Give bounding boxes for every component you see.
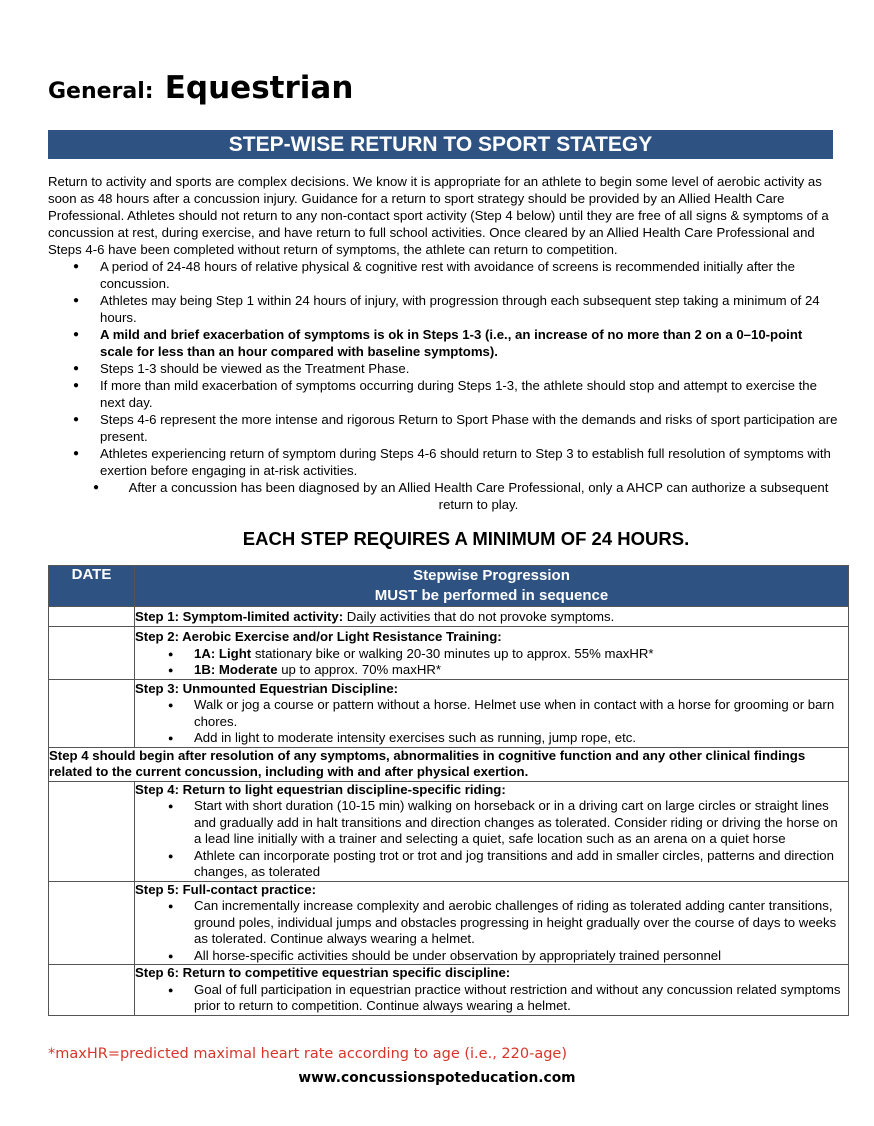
guideline-item: ● Steps 1-3 should be viewed as the Treatment Phase. bbox=[100, 360, 838, 377]
list-item: ● Add in light to moderate intensity exercises such as running, jump rope, etc. bbox=[194, 730, 848, 747]
table-row-step4 bbox=[49, 781, 849, 881]
step-cell bbox=[135, 607, 849, 627]
table-row-step2 bbox=[49, 627, 849, 680]
table-row-step6 bbox=[49, 965, 849, 1016]
title-prefix: General: bbox=[48, 79, 154, 104]
step2-title: Step 2: Aerobic Exercise and/or Light Resistance Training: bbox=[135, 629, 502, 644]
date-cell[interactable] bbox=[49, 679, 135, 747]
step3-list bbox=[135, 697, 848, 747]
step2-list bbox=[135, 646, 848, 679]
stepwise-table bbox=[48, 565, 849, 1016]
date-cell[interactable] bbox=[49, 627, 135, 680]
progression-header-line2: MUST be performed in sequence bbox=[374, 587, 609, 604]
date-column-header: DATE bbox=[49, 566, 135, 607]
step-cell bbox=[135, 881, 849, 965]
each-step-heading: EACH STEP REQUIRES A MINIMUM OF 24 HOURS. bbox=[242, 528, 690, 549]
website-link[interactable]: www.concussionspoteducation.com bbox=[298, 1070, 576, 1086]
step3-title: Step 3: Unmounted Equestrian Discipline: bbox=[135, 680, 399, 696]
step2-item-label: 1B: Moderate bbox=[194, 662, 278, 677]
step1-text: Daily activities that do not provoke symptoms. bbox=[346, 609, 615, 624]
date-cell[interactable] bbox=[49, 881, 135, 965]
page-title bbox=[48, 68, 353, 106]
guideline-item: ● Athletes may being Step 1 within 24 hours of injury, with progression through each subsequent step taking a minimum of 24 hours. bbox=[100, 292, 838, 326]
step-cell bbox=[135, 781, 849, 881]
guideline-item: ● If more than mild exacerbation of symptoms occurring during Steps 1-3, the athlete should stop and attempt to exercise the next day. bbox=[100, 377, 838, 411]
list-item: ● Athlete can incorporate posting trot or trot and jog transitions and add in smaller circles, patterns and direction changes, as tolerated bbox=[194, 848, 848, 881]
step-cell bbox=[135, 965, 849, 1016]
list-item: ● Walk or jog a course or pattern without a horse. Helmet use when in contact with a horse for grooming or barn chores. bbox=[194, 697, 848, 730]
step2-item-label: 1A: Light bbox=[194, 645, 252, 661]
list-item: ● Goal of full participation in equestrian practice without restriction and without any concussion related symptoms prior to return to competition. Continue always wearing a helmet. bbox=[194, 982, 848, 1015]
date-cell[interactable] bbox=[49, 965, 135, 1016]
title-sport: Equestrian bbox=[164, 70, 354, 106]
progression-header-line1: Stepwise Progression bbox=[413, 567, 570, 584]
step4-list bbox=[135, 798, 848, 881]
date-cell[interactable] bbox=[49, 781, 135, 881]
table-header-row bbox=[49, 566, 849, 607]
step-cell bbox=[135, 627, 849, 680]
list-item: ● Start with short duration (10-15 min) walking on horseback or in a driving cart on large circles or straight lines and gradually add in halt transitions and direction changes as tolerated. Consider riding or driving the horse on a lead line initially with a trainer and selecting a quiet, safe location such as an arena on a quiet horse bbox=[194, 798, 848, 848]
list-item: ● Can incrementally increase complexity and aerobic challenges of riding as tolerated adding canter transitions, ground poles, individual jumps and obstacles progressing in height gradually over the course of days to weeks as tolerated. Continue always wearing a helmet. bbox=[194, 898, 848, 948]
table-row-step5 bbox=[49, 881, 849, 965]
list-item: ● All horse-specific activities should be under observation by appropriately trained personnel bbox=[194, 948, 848, 965]
step2-item-text: up to approx. 70% maxHR* bbox=[281, 662, 442, 677]
guideline-item: ● A period of 24-48 hours of relative physical & cognitive rest with avoidance of screens is recommended initially after the concussion. bbox=[100, 258, 838, 292]
section-banner: STEP-WISE RETURN TO SPORT STATEGY bbox=[48, 130, 833, 159]
guideline-item: ● Steps 4-6 represent the more intense and rigorous Return to Sport Phase with the demands and risks of sport participation are present. bbox=[100, 411, 838, 445]
table-row-step3 bbox=[49, 679, 849, 747]
intro-section bbox=[48, 173, 838, 513]
guideline-item: ● After a concussion has been diagnosed by an Allied Health Care Professional, only a AHCP can authorize a subsequent return to play. bbox=[119, 479, 838, 513]
step1-title: Step 1: Symptom-limited activity: bbox=[135, 609, 344, 624]
table-row-step1 bbox=[49, 607, 849, 627]
date-cell[interactable] bbox=[49, 607, 135, 627]
list-item bbox=[194, 662, 848, 679]
step4-note: Step 4 should begin after resolution of any symptoms, abnormalities in cognitive function and any other clinical findings related to the current concussion, including with and after physical exertion. bbox=[49, 747, 849, 781]
intro-paragraph: Return to activity and sports are complex decisions. We know it is appropriate for an athlete to begin some level of aerobic activity as soon as 48 hours after a concussion injury. Guidance for a return to sport strategy should be provided by an Allied Health Care Professional. Athletes should not return to any non-contact sport activity (Step 4 below) until they are free of all signs & symptoms of a concussion at rest, during exercise, and have return to full school activities. Once cleared by an Allied Health Care Professional and Steps 4-6 have been completed without return of symptoms, the athlete can return to competition. bbox=[48, 174, 829, 257]
guideline-item: ● Athletes experiencing return of symptom during Steps 4-6 should return to Step 3 to establish full resolution of symptoms with exertion before engaging in at-risk activities. bbox=[100, 445, 838, 479]
table-row-step4-note bbox=[49, 747, 849, 781]
step5-title: Step 5: Full-contact practice: bbox=[135, 881, 316, 897]
guideline-list bbox=[48, 258, 838, 513]
guideline-item: ● A mild and brief exacerbation of symptoms is ok in Steps 1-3 (i.e., an increase of no more than 2 on a 0–10-point scale for less than an hour compared with baseline symptoms). bbox=[100, 326, 838, 360]
step5-list bbox=[135, 898, 848, 964]
footnote: *maxHR=predicted maximal heart rate according to age (i.e., 220-age) bbox=[48, 1046, 567, 1062]
list-item bbox=[194, 646, 848, 663]
step4-title: Step 4: Return to light equestrian discipline-specific riding: bbox=[135, 781, 506, 797]
progression-column-header bbox=[135, 566, 849, 607]
step6-list bbox=[135, 982, 848, 1015]
step6-title: Step 6: Return to competitive equestrian specific discipline: bbox=[135, 965, 511, 980]
step-cell bbox=[135, 679, 849, 747]
step2-item-text: stationary bike or walking 20-30 minutes up to approx. 55% maxHR* bbox=[254, 645, 654, 661]
